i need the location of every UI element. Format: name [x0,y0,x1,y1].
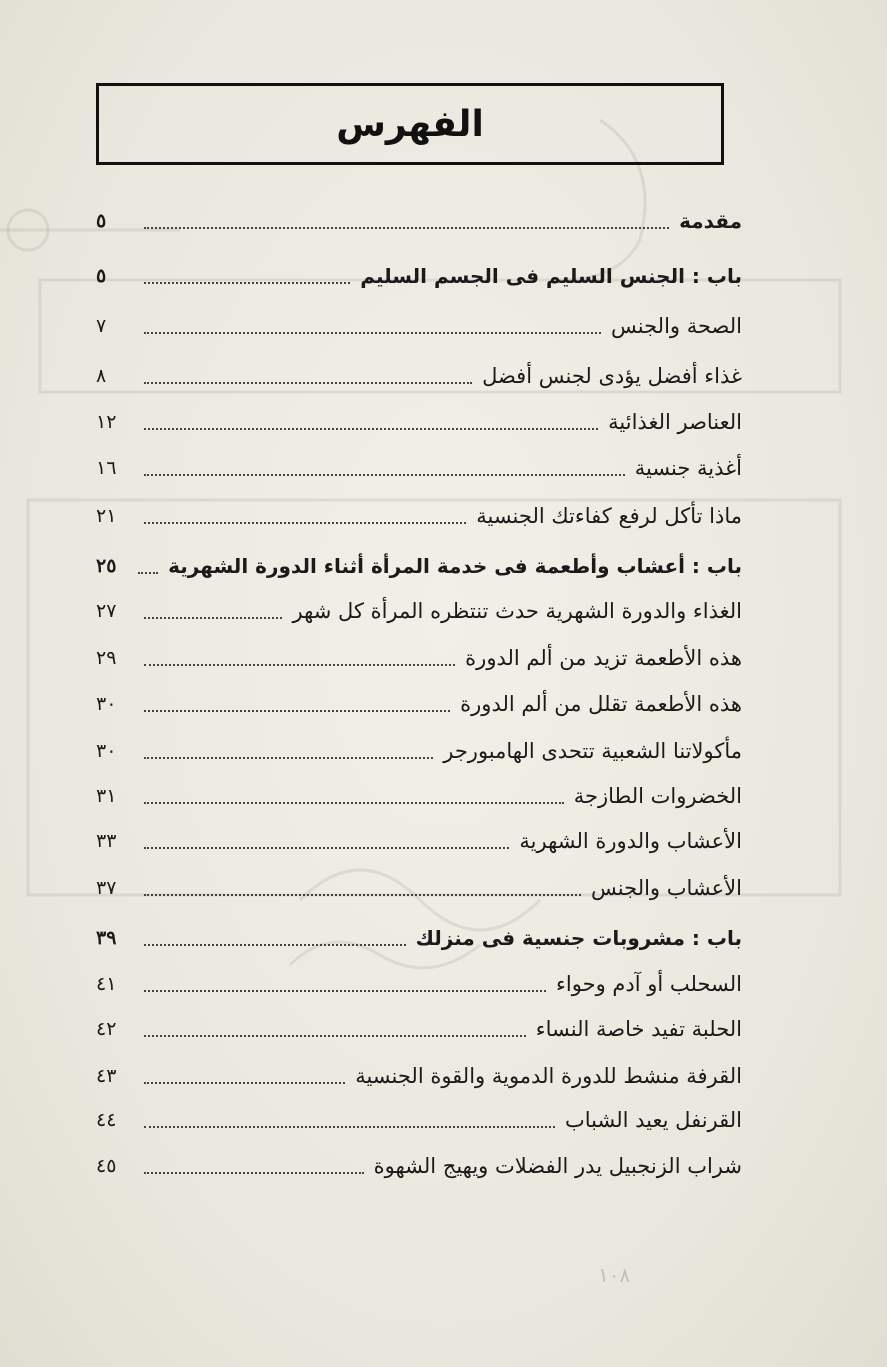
toc-row [96,1003,742,1043]
toc-entry-label: ماذا تأكل لرفع كفاءتك الجنسية [476,504,742,528]
toc-entry-label: السحلب أو آدم وحواء [556,972,742,996]
dot-leader [144,332,601,334]
dot-leader [144,282,350,284]
toc-page-number: ٤٥ [96,1155,117,1177]
toc-row [96,1140,742,1180]
toc-row [96,1050,742,1090]
toc-page-number: ٤٤ [96,1109,117,1131]
dot-leader [144,757,433,759]
toc-entry-label: باب : أعشاب وأطعمة فى خدمة المرأة أثناء الدورة الشهرية [168,554,742,578]
dot-leader [144,1082,345,1084]
toc-entry-label: هذه الأطعمة تقلل من ألم الدورة [460,692,742,716]
dot-leader [144,428,598,430]
toc-entry-label: هذه الأطعمة تزيد من ألم الدورة [465,646,742,670]
toc-page-number: ٧ [96,315,107,337]
toc-page-number: ٨ [96,365,107,387]
dot-leader [144,1172,364,1174]
index-title-box [96,83,724,165]
dot-leader [144,710,450,712]
toc-page-number: ٣٣ [96,830,117,852]
dot-leader [144,474,625,476]
dot-leader [144,617,282,619]
index-title: الفهرس [336,103,484,145]
toc-page-number: ٢٩ [96,647,117,669]
dot-leader [144,847,509,849]
toc-entry-label: باب : الجنس السليم فى الجسم السليم [360,264,742,288]
toc-entry-label: الخضروات الطازجة [573,784,742,808]
toc-page-number: ٤٣ [96,1065,117,1087]
toc-row [96,770,742,810]
toc-page-number: ٣٠ [96,740,117,762]
toc-row [96,958,742,998]
toc-page-number: ٢٥ [96,555,117,577]
toc-entry-label: شراب الزنجبيل يدر الفضلات ويهيج الشهوة [373,1154,742,1178]
toc-row [96,1094,742,1134]
dot-leader [144,944,406,946]
toc-row [96,300,742,340]
toc-entry-label: القرفة منشط للدورة الدموية والقوة الجنسية [355,1064,742,1088]
dot-leader [144,990,546,992]
toc-page-number: ١٢ [96,411,117,433]
toc-heading-row [96,540,742,580]
toc-page-number: ٤٢ [96,1018,117,1040]
toc-entry-label: الحلبة تفيد خاصة النساء [535,1017,742,1041]
toc-page-number: ١٦ [96,457,117,479]
toc-row [96,396,742,436]
toc-row [96,350,742,390]
toc-row [96,585,742,625]
toc-entry-label: مأكولاتنا الشعبية تتحدى الهامبورجر [443,739,742,763]
toc-entry-label: الصحة والجنس [611,314,742,338]
toc-row [96,442,742,482]
toc-entry-label: القرنفل يعيد الشباب [565,1108,742,1132]
toc-entry-label: الأعشاب والدورة الشهرية [519,829,742,853]
dot-leader [144,382,472,384]
toc-entry-label: باب : مشروبات جنسية فى منزلك [415,926,742,950]
toc-entry-label: أغذية جنسية [634,456,742,480]
toc-page-number: ٢١ [96,505,117,527]
toc-page-number: ٥ [96,210,107,232]
dot-leader [144,227,669,229]
toc-entry-label: الغذاء والدورة الشهرية حدث تنتظره المرأة كل شهر [292,599,742,623]
toc-page-number: ٣١ [96,785,117,807]
toc-heading-row [96,195,742,235]
toc-page-number: ٣٧ [96,877,117,899]
toc-page-number: ٤١ [96,973,117,995]
toc-row [96,862,742,902]
dot-leader [144,664,455,666]
toc-row [96,678,742,718]
toc-page-number: ٣٩ [96,927,117,949]
dot-leader [144,1126,555,1128]
toc-row [96,490,742,530]
dot-leader [144,1035,526,1037]
dot-leader [144,522,466,524]
dot-leader [144,802,564,804]
toc-entry-label: الأعشاب والجنس [591,876,742,900]
dot-leader [144,894,581,896]
toc-heading-row [96,912,742,952]
toc-entry-label: مقدمة [679,209,742,233]
toc-row [96,632,742,672]
toc-row [96,725,742,765]
page-number: ١٠٨ [598,1263,631,1287]
toc-row [96,815,742,855]
dot-leader [138,572,158,574]
toc-page-number: ٥ [96,265,107,287]
toc-entry-label: العناصر الغذائية [608,410,742,434]
toc-page-number: ٢٧ [96,600,117,622]
toc-page-number: ٣٠ [96,693,117,715]
toc-heading-row [96,250,742,290]
toc-entry-label: غذاء أفضل يؤدى لجنس أفضل [482,364,742,388]
